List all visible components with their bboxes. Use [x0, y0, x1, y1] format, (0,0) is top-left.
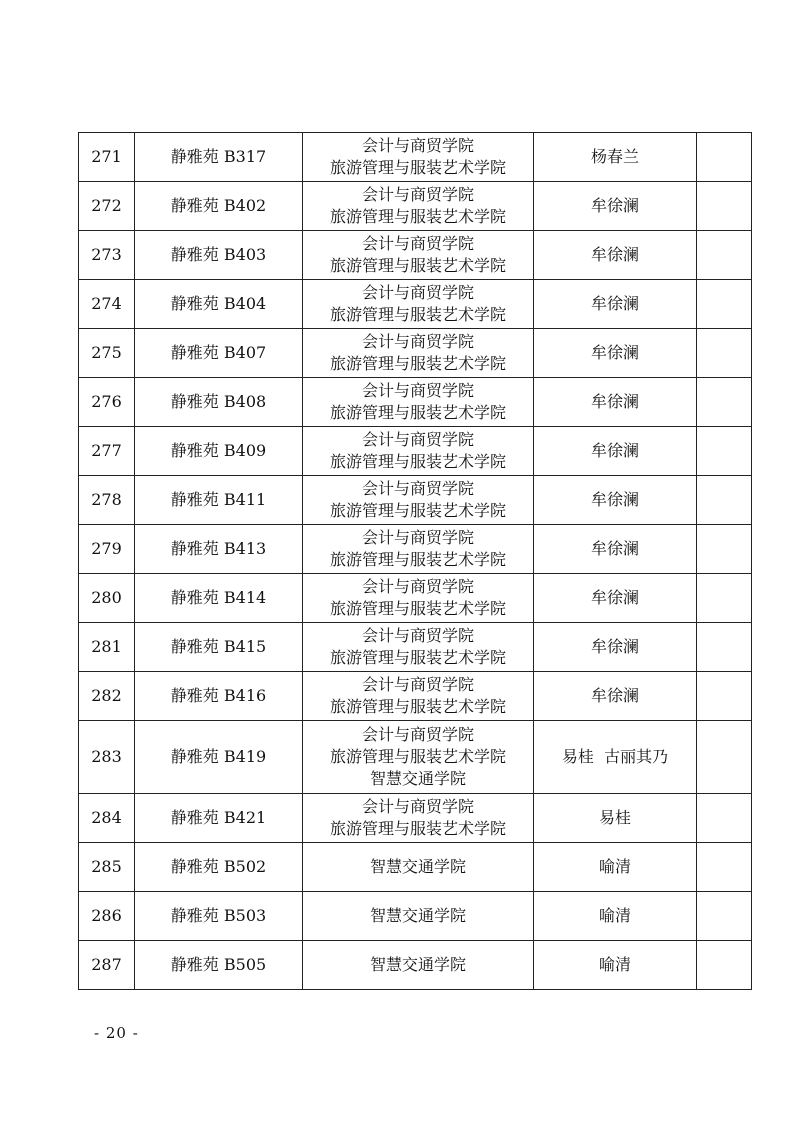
- college-name: 智慧交通学院: [369, 906, 466, 925]
- row-number: 281: [79, 623, 135, 672]
- note-cell: [697, 843, 752, 892]
- college-cell: [303, 378, 534, 427]
- note-cell: [697, 623, 752, 672]
- room-cell: 静雅苑 B403: [135, 231, 303, 280]
- table-row: [79, 623, 752, 672]
- responsible-person-cell: 易桂: [534, 794, 697, 843]
- college-name: 旅游管理与服装艺术学院: [329, 207, 506, 226]
- row-number: 283: [79, 721, 135, 794]
- room-cell: 静雅苑 B505: [135, 941, 303, 990]
- table-row: [79, 574, 752, 623]
- table-body: [79, 133, 752, 990]
- responsible-person-cell: 牟徐澜: [534, 231, 697, 280]
- room-cell: 静雅苑 B414: [135, 574, 303, 623]
- table-row: [79, 378, 752, 427]
- note-cell: [697, 941, 752, 990]
- table-row: [79, 794, 752, 843]
- note-cell: [697, 672, 752, 721]
- row-number: 275: [79, 329, 135, 378]
- college-cell: [303, 280, 534, 329]
- college-name: 会计与商贸学院: [361, 185, 474, 204]
- college-name: 会计与商贸学院: [361, 283, 474, 302]
- note-cell: [697, 574, 752, 623]
- college-cell: [303, 623, 534, 672]
- note-cell: [697, 525, 752, 574]
- responsible-person-cell: 喻清: [534, 941, 697, 990]
- college-cell: [303, 794, 534, 843]
- table-row: [79, 476, 752, 525]
- table-row: [79, 892, 752, 941]
- responsible-person-cell: 牟徐澜: [534, 623, 697, 672]
- note-cell: [697, 476, 752, 525]
- college-cell: [303, 672, 534, 721]
- responsible-person-cell: 牟徐澜: [534, 182, 697, 231]
- responsible-person-cell: 牟徐澜: [534, 280, 697, 329]
- room-cell: 静雅苑 B407: [135, 329, 303, 378]
- college-name: 会计与商贸学院: [361, 234, 474, 253]
- college-cell: [303, 892, 534, 941]
- room-cell: 静雅苑 B421: [135, 794, 303, 843]
- college-name: 旅游管理与服装艺术学院: [329, 403, 506, 422]
- college-cell: [303, 231, 534, 280]
- table-row: [79, 133, 752, 182]
- college-name: 旅游管理与服装艺术学院: [329, 305, 506, 324]
- note-cell: [697, 280, 752, 329]
- college-name: 旅游管理与服装艺术学院: [329, 256, 506, 275]
- college-name: 会计与商贸学院: [361, 725, 474, 744]
- room-cell: 静雅苑 B411: [135, 476, 303, 525]
- row-number: 271: [79, 133, 135, 182]
- college-cell: [303, 476, 534, 525]
- table-row: [79, 280, 752, 329]
- college-cell: [303, 721, 534, 794]
- table-row: [79, 843, 752, 892]
- dormitory-table: [78, 132, 752, 990]
- row-number: 280: [79, 574, 135, 623]
- college-name: 会计与商贸学院: [361, 136, 474, 155]
- row-number: 277: [79, 427, 135, 476]
- college-name: 旅游管理与服装艺术学院: [329, 452, 506, 471]
- college-name: 智慧交通学院: [369, 955, 466, 974]
- college-cell: [303, 182, 534, 231]
- responsible-person-cell: 牟徐澜: [534, 574, 697, 623]
- college-name: 会计与商贸学院: [361, 430, 474, 449]
- college-name: 会计与商贸学院: [361, 626, 474, 645]
- row-number: 286: [79, 892, 135, 941]
- room-cell: 静雅苑 B402: [135, 182, 303, 231]
- note-cell: [697, 892, 752, 941]
- row-number: 278: [79, 476, 135, 525]
- college-name: 旅游管理与服装艺术学院: [329, 747, 506, 766]
- college-cell: [303, 329, 534, 378]
- college-name: 会计与商贸学院: [361, 381, 474, 400]
- room-cell: 静雅苑 B408: [135, 378, 303, 427]
- row-number: 279: [79, 525, 135, 574]
- responsible-person-cell: 牟徐澜: [534, 378, 697, 427]
- room-cell: 静雅苑 B413: [135, 525, 303, 574]
- note-cell: [697, 427, 752, 476]
- table-row: [79, 427, 752, 476]
- responsible-person-cell: 牟徐澜: [534, 672, 697, 721]
- college-name: 智慧交通学院: [369, 857, 466, 876]
- college-name: 旅游管理与服装艺术学院: [329, 819, 506, 838]
- room-cell: 静雅苑 B404: [135, 280, 303, 329]
- room-cell: 静雅苑 B415: [135, 623, 303, 672]
- college-cell: [303, 133, 534, 182]
- responsible-person-cell: 喻清: [534, 843, 697, 892]
- row-number: 284: [79, 794, 135, 843]
- college-name: 会计与商贸学院: [361, 528, 474, 547]
- room-cell: 静雅苑 B503: [135, 892, 303, 941]
- college-cell: [303, 525, 534, 574]
- college-name: 旅游管理与服装艺术学院: [329, 550, 506, 569]
- table-row: [79, 672, 752, 721]
- college-cell: [303, 574, 534, 623]
- table-row: [79, 231, 752, 280]
- room-cell: 静雅苑 B409: [135, 427, 303, 476]
- room-cell: 静雅苑 B317: [135, 133, 303, 182]
- table-row: [79, 721, 752, 794]
- college-name: 旅游管理与服装艺术学院: [329, 158, 506, 177]
- row-number: 274: [79, 280, 135, 329]
- college-name: 会计与商贸学院: [361, 675, 474, 694]
- room-cell: 静雅苑 B416: [135, 672, 303, 721]
- row-number: 272: [79, 182, 135, 231]
- page-number: - 20 -: [94, 1024, 139, 1042]
- responsible-person-cell: 喻清: [534, 892, 697, 941]
- responsible-person-cell: 牟徐澜: [534, 525, 697, 574]
- row-number: 282: [79, 672, 135, 721]
- note-cell: [697, 378, 752, 427]
- table-row: [79, 182, 752, 231]
- table-row: [79, 941, 752, 990]
- responsible-person-cell: 杨春兰: [534, 133, 697, 182]
- note-cell: [697, 133, 752, 182]
- room-cell: 静雅苑 B502: [135, 843, 303, 892]
- college-cell: [303, 941, 534, 990]
- college-cell: [303, 427, 534, 476]
- responsible-person-cell: 牟徐澜: [534, 427, 697, 476]
- note-cell: [697, 329, 752, 378]
- responsible-person-cell: 牟徐澜: [534, 329, 697, 378]
- college-name: 会计与商贸学院: [361, 479, 474, 498]
- college-name: 旅游管理与服装艺术学院: [329, 697, 506, 716]
- note-cell: [697, 231, 752, 280]
- row-number: 285: [79, 843, 135, 892]
- table-row: [79, 525, 752, 574]
- college-name: 旅游管理与服装艺术学院: [329, 648, 506, 667]
- college-name: 会计与商贸学院: [361, 797, 474, 816]
- row-number: 287: [79, 941, 135, 990]
- college-name: 旅游管理与服装艺术学院: [329, 501, 506, 520]
- college-cell: [303, 843, 534, 892]
- table-row: [79, 329, 752, 378]
- room-cell: 静雅苑 B419: [135, 721, 303, 794]
- note-cell: [697, 721, 752, 794]
- responsible-person-cell: 易桂 古丽其乃: [534, 721, 697, 794]
- college-name: 旅游管理与服装艺术学院: [329, 599, 506, 618]
- college-name: 会计与商贸学院: [361, 577, 474, 596]
- note-cell: [697, 182, 752, 231]
- college-name: 旅游管理与服装艺术学院: [329, 354, 506, 373]
- row-number: 276: [79, 378, 135, 427]
- responsible-person-cell: 牟徐澜: [534, 476, 697, 525]
- college-name: 会计与商贸学院: [361, 332, 474, 351]
- note-cell: [697, 794, 752, 843]
- college-name: 智慧交通学院: [369, 769, 466, 788]
- row-number: 273: [79, 231, 135, 280]
